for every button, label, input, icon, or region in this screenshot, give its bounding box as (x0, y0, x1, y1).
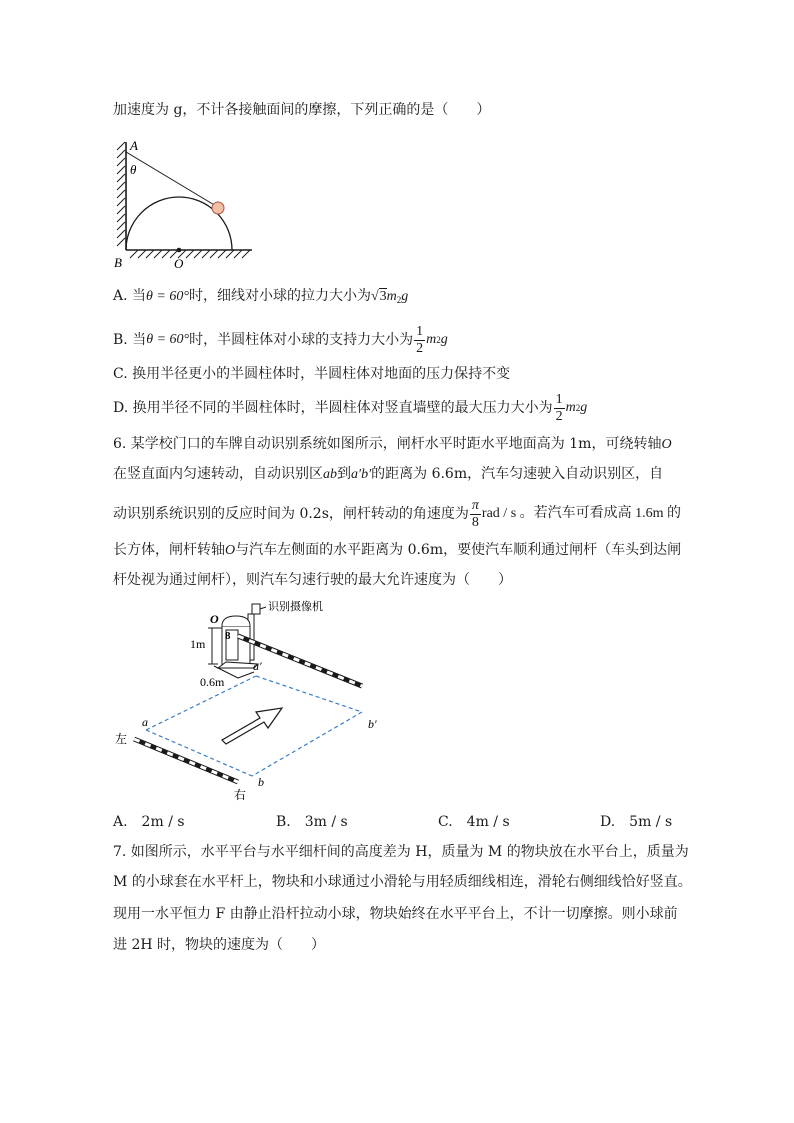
sqrt-symbol: √3 (370, 289, 387, 304)
label-b: b (258, 775, 264, 789)
camera-label: 识别摄像机 (268, 601, 323, 613)
q6-option-c[interactable]: C. 4m / s (438, 814, 510, 830)
label-A: A (130, 138, 138, 153)
q5-option-b[interactable]: B. 当 θ = 60° 时，半圆柱体对小球的支持力大小为 $\frac{1}{2}$ m 2 g (113, 323, 448, 356)
q6-line-1: 6. 某学校门口的车牌自动识别系统如图所示，闸杆水平时距水平地面高为 1m，可绕转轴O (113, 436, 672, 452)
q7-line-2: M 的小球套在水平杆上，物块和小球通过小滑轮与用轻质细线相连，滑轮右侧细线恰好竖直。 (113, 874, 692, 890)
label-B: B (114, 255, 122, 270)
q6-line-3: 动识别系统识别的反应时间为 0.2s，闸杆转动的角速度为 $\frac{\pi}{8}$ rad / s 。若汽车可看成高 1.6m 的 (113, 497, 682, 530)
ball (212, 202, 224, 214)
label-O: O (174, 256, 184, 271)
pivot-number: 8 (225, 630, 231, 642)
camera (248, 604, 266, 660)
label-06m: 0.6m (200, 675, 225, 689)
striped-line (134, 739, 238, 782)
label-1m: 1m (190, 637, 206, 651)
ground-hatching (126, 250, 252, 258)
label-right: 右 (234, 788, 247, 802)
q6-line-4: 长方体，闸杆转轴O与汽车左侧面的水平距离为 0.6m，要使汽车顺利通过闸杆（车头到达闸 (113, 542, 682, 558)
wall-hatching (117, 142, 126, 250)
label-a-prime: a′ (253, 659, 262, 673)
q7-line-3: 现用一水平恒力 F 由静止沿杆拉动小球，物块始终在水平平台上，不计一切摩擦。则小球前 (113, 906, 678, 922)
fraction-half: $\frac{1}{2}$ (555, 391, 563, 424)
q6-option-a[interactable]: A. 2m / s (113, 814, 185, 830)
fraction-pi-8: $\frac{\pi}{8}$ (471, 497, 479, 530)
label-theta: θ (130, 162, 137, 177)
q5-option-a[interactable]: A. 当θ = 60°时，细线对小球的拉力大小为$√3m_2g$ (113, 288, 409, 305)
label-O: O (210, 612, 219, 626)
q7-line-4: 进 2H 时，物块的速度为（ ） (113, 937, 326, 953)
direction-arrow (222, 708, 282, 744)
q6-option-d[interactable]: D. 5m / s (600, 814, 673, 830)
label-a: a (142, 715, 148, 729)
q6-line-2: 在竖直面内匀速转动，自动识别区ab到a′b′的距离为 6.6m，汽车匀速驶入自动识别区，自 (113, 466, 664, 482)
q5-intro: 加速度为 g，不计各接触面间的摩擦，下列正确的是（ ） (113, 102, 491, 118)
q6-line-5: 杆处视为通过闸杆），则汽车匀速行驶的最大允许速度为（ ） (113, 572, 512, 588)
center-point (177, 248, 182, 253)
q7-line-1: 7. 如图所示，水平平台与水平细杆间的高度差为 H，质量为 M 的物块放在水平台上，质量为 (113, 844, 689, 860)
fraction-half: $\frac{1}{2}$ (416, 323, 424, 356)
q5-option-c[interactable]: C. 换用半径更小的半圆柱体时，半圆柱体对地面的压力保持不变 (113, 366, 511, 382)
height-dimension (208, 628, 222, 664)
q5-figure (112, 134, 272, 274)
q6-figure (110, 596, 410, 804)
q6-option-b[interactable]: B. 3m / s (276, 814, 348, 830)
q5-option-d[interactable]: D. 换用半径不同的半圆柱体时，半圆柱体对竖直墙壁的最大压力大小为 $\frac{1}{2}$ m 2 g (113, 391, 588, 424)
label-left: 左 (115, 732, 128, 746)
label-b-prime: b′ (368, 717, 377, 731)
